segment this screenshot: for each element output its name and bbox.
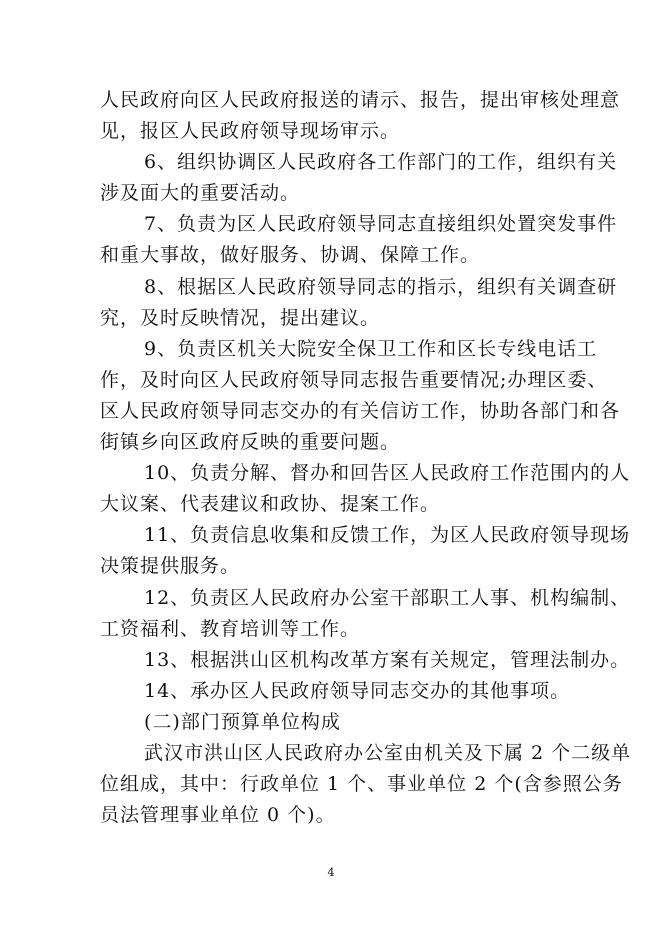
paragraph [100, 707, 630, 738]
text-line: 作，及时向区人民政府领导同志报告重要情况;办理区委、 [100, 368, 608, 391]
text-line: 位组成，其中：行政单位 1 个、事业单位 2 个(含参照公务 [100, 773, 623, 796]
document-body [100, 85, 630, 831]
text-line: 8、根据区人民政府领导同志的指示，组织有关调查研 [144, 275, 618, 298]
text-line: 9、负责区机关大院安全保卫工作和区长专线电话工 [144, 337, 598, 360]
paragraph [100, 334, 630, 458]
text-line: 14、承办区人民政府领导同志交办的其他事项。 [144, 679, 571, 702]
paragraph [100, 209, 630, 271]
text-line: 10、负责分解、督办和回告区人民政府工作范围内的人 [144, 462, 631, 485]
text-line: (二)部门预算单位构成 [144, 710, 341, 733]
paragraph [100, 458, 630, 520]
text-line: 11、负责信息收集和反馈工作，为区人民政府领导现场 [144, 524, 631, 547]
paragraph [100, 272, 630, 334]
text-line: 决策提供服务。 [100, 555, 241, 578]
paragraph [100, 676, 630, 707]
text-line: 究，及时反映情况，提出建议。 [100, 306, 381, 329]
paragraph [100, 147, 630, 209]
text-line: 12、负责区人民政府办公室干部职工人事、机构编制、 [144, 586, 631, 609]
text-line: 武汉市洪山区人民政府办公室由机关及下属 2 个二级单 [144, 741, 632, 764]
paragraph [100, 738, 630, 831]
text-line: 区人民政府领导同志交办的有关信访工作，协助各部门和各 [100, 399, 621, 422]
text-line: 13、根据洪山区机构改革方案有关规定，管理法制办。 [144, 648, 631, 671]
paragraph [100, 645, 630, 676]
text-line: 和重大事故，做好服务、协调、保障工作。 [100, 244, 481, 267]
text-line: 6、组织协调区人民政府各工作部门的工作，组织有关 [144, 151, 618, 174]
text-line: 7、负责为区人民政府领导同志直接组织处置突发事件 [144, 213, 618, 236]
text-line: 见，报区人民政府领导现场审示。 [100, 120, 401, 143]
text-line: 工资福利、教育培训等工作。 [100, 617, 361, 640]
text-line: 大议案、代表建议和政协、提案工作。 [100, 493, 441, 516]
paragraph [100, 583, 630, 645]
paragraph [100, 85, 630, 147]
page-number: 4 [327, 866, 335, 879]
text-line: 员法管理事业单位 0 个)。 [100, 804, 336, 827]
text-line: 街镇乡向区政府反映的重要问题。 [100, 431, 401, 454]
text-line: 涉及面大的重要活动。 [100, 182, 301, 205]
paragraph [100, 520, 630, 582]
text-line: 人民政府向区人民政府报送的请示、报告，提出审核处理意 [100, 89, 621, 111]
